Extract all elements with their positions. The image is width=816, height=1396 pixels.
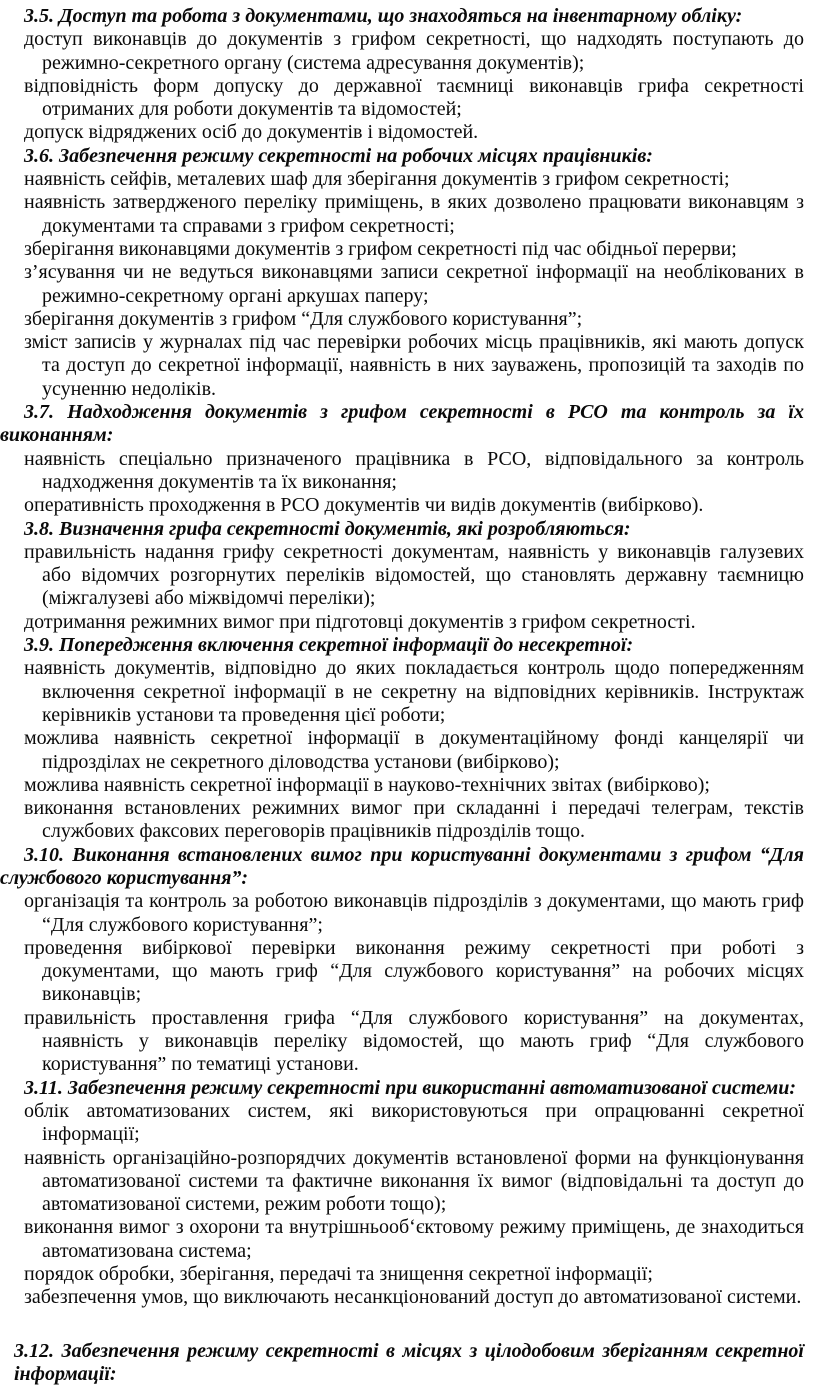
checklist-item: можлива наявність секретної інформації в науково-технічних звітах (вибірково);	[24, 773, 710, 796]
checklist-item: правильність надання грифу секретності документам, наявність у виконавців галузевих або відомчих розгорнутих переліків відомостей, що становлять державну таємницю (міжгалузеві або міжвідомчі переліки);	[24, 540, 804, 610]
checklist-item: виконання вимог з охорони та внутрішньооб‘єктовому режиму приміщень, де знаходиться автоматизована система;	[24, 1216, 804, 1262]
checklist-item: зміст записів у журналах під час перевірки робочих місць працівників, які мають допуск та доступ до секретної інформації, наявність в них зауважень, пропозицій та заходів по усуненню недоліків.	[24, 331, 804, 400]
checklist-item: порядок обробки, зберігання, передачі та знищення секретної інформації;	[24, 1263, 653, 1286]
section-3-12	[0, 1340, 804, 1387]
checklist-item: правильність проставлення грифа “Для службового користування” на документах, наявність у виконавців переліку відомостей, що мають гриф “Для службового користування” по тематиці установи.	[24, 1006, 804, 1076]
checklist-item: оперативність проходження в РСО документів чи видів документів (вибірково).	[24, 494, 704, 517]
section-3-6	[0, 145, 804, 401]
checklist-item: наявність документів, відповідно до яких покладається контроль щодо попередженням включення секретної інформації в не секретну на відповідних керівників. Інструктаж керівників установи та проведення цієї роботи;	[24, 657, 804, 726]
checklist-item: дотримання режимних вимог при підготовці документів з грифом секретності.	[24, 610, 696, 633]
section-3-5	[0, 5, 804, 145]
section-3-11	[0, 1077, 804, 1310]
section-heading: 3.12. Забезпечення режиму секретності в місцях з цілодобовим зберіганням секретної інформації:	[14, 1339, 804, 1385]
checklist-item: відповідність форм допуску до державної таємниці виконавців грифа секретності отриманих для роботи документів та відомостей;	[24, 74, 804, 121]
checklist-item: можлива наявність секретної інформації в документаційному фонді канцелярії чи підрозділах не секретного діловодства установи (вибірково);	[24, 727, 804, 773]
checklist-item: наявність затвердженого переліку приміщень, в яких дозволено працювати виконавцям з документами та справами з грифом секретності;	[24, 191, 804, 237]
checklist-item: зберігання виконавцями документів з грифом секретності під час обідньої перерви;	[24, 237, 737, 260]
checklist-item: виконання встановлених режимних вимог при складанні і передачі телеграм, текстів службових факсових переговорів працівників підрозділів тощо.	[24, 797, 804, 843]
section-heading: 3.5. Доступ та робота з документами, що знаходяться на інвентарному обліку:	[24, 5, 743, 27]
checklist-item: з’ясування чи не ведуться виконавцями записи секретної інформації на необлікованих в режимно-секретному органі аркушах паперу;	[24, 261, 804, 307]
checklist-item: забезпечення умов, що виключають несанкціонований доступ до автоматизованої системи.	[24, 1286, 802, 1309]
checklist-item: наявність організаційно-розпорядчих документів встановленої форми на функціонування автоматизованої системи та фактичне виконання їх вимог (відповідальні та доступ до автоматизованої системи, режим роботи тощо);	[24, 1146, 804, 1216]
checklist-item: наявність сейфів, металевих шаф для зберігання документів з грифом секретності;	[24, 168, 730, 191]
checklist-item: допуск відряджених осіб до документів і відомостей.	[24, 121, 479, 144]
checklist-item: проведення вибіркової перевірки виконання режиму секретності при роботі з документами, що мають гриф “Для службового користування” на робочих місцях виконавців;	[24, 936, 804, 1006]
checklist-item: облік автоматизованих систем, які використовуються при опрацюванні секретної інформації;	[24, 1099, 804, 1146]
checklist-item: зберігання документів з грифом “Для службового користування”;	[24, 307, 583, 330]
section-heading: 3.9. Попередження включення секретної інформації до несекретної:	[24, 634, 634, 657]
section-heading: 3.10. Виконання встановлених вимог при користуванні документами з грифом “Для службового користування”:	[0, 843, 804, 889]
section-heading: 3.6. Забезпечення режиму секретності на робочих місцях працівників:	[24, 144, 653, 167]
checklist-item: організація та контроль за роботою виконавців підрозділів з документами, що мають гриф “Для службового користування”;	[24, 890, 804, 936]
section-3-9	[0, 634, 804, 844]
section-heading: 3.11. Забезпечення режиму секретності при використанні автоматизованої системи:	[24, 1076, 796, 1099]
section-heading: 3.7. Надходження документів з грифом секретності в РСО та контроль за їх виконанням:	[0, 401, 804, 447]
checklist-item: наявність спеціально призначеного працівника в РСО, відповідального за контроль надходження документів та їх виконання;	[24, 447, 804, 493]
section-3-7	[0, 401, 804, 517]
section-3-8	[0, 518, 804, 634]
checklist-item: доступ виконавців до документів з грифом секретності, що надходять поступають до режимно-секретного органу (система адресування документів);	[24, 28, 804, 74]
section-heading: 3.8. Визначення грифа секретності документів, які розробляються:	[24, 517, 631, 540]
section-3-10	[0, 844, 804, 1077]
